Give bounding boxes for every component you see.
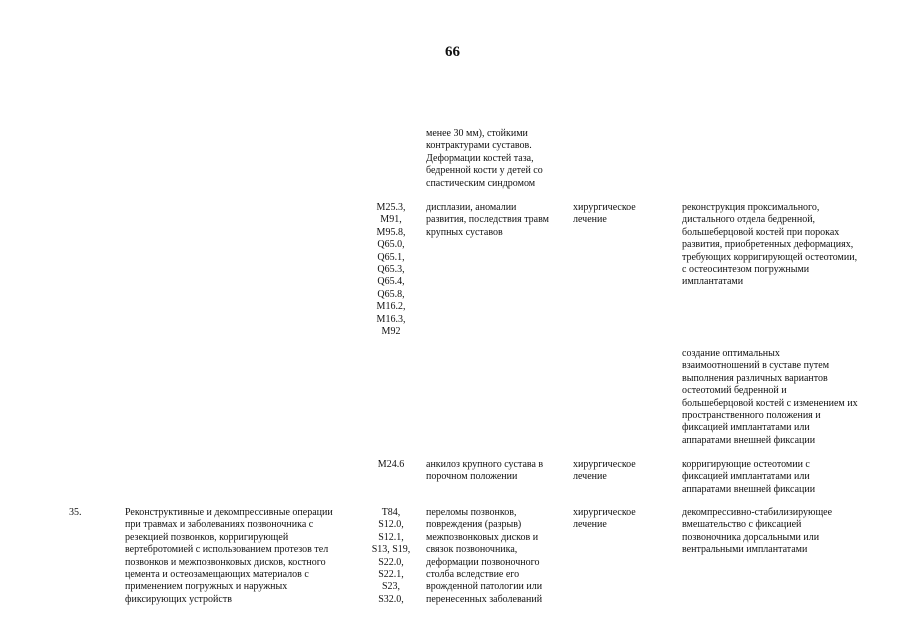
page-number: 66: [445, 44, 460, 60]
diagnosis-codes-dysplasia: M25.3, M91, M95.8, Q65.0, Q65.1, Q65.3, Q65.4, Q65.8, M16.2, M16.3, M92: [376, 202, 406, 338]
disease-spine: переломы позвонков, повреждения (разрыв) межпозвонковых дисков и связок позвоночника, деформации позвоночного столба вследствие его врожденной патологии или перенесенных заболеваний: [426, 507, 543, 605]
treatment-method-ankylosis: корригирующие остеотомии с фиксацией имплантатами или аппаратами внешней фиксации: [682, 459, 816, 495]
diagnosis-codes-spine: T84, S12.0, S12.1, S13, S19, S22.0, S22.1, S23, S32.0,: [371, 507, 411, 605]
row-number: 35.: [69, 507, 82, 518]
treatment-type-dysplasia: хирургическое лечение: [573, 202, 636, 226]
continued-disease-description: менее 30 мм), стойкими контрактурами суставов. Деформации костей таза, бедренной кости у детей со спастическим синдромом: [426, 128, 543, 189]
treatment-method-optimal-relations: создание оптимальных взаимоотношений в суставе путем выполнения различных вариантов остеотомий бедренной и большеберцовой костей с изменением их пространственного положения и фиксацией имплантатами или аппаратами внешней фиксации: [682, 348, 858, 446]
diagnosis-codes-ankylosis: M24.6: [377, 459, 405, 470]
treatment-method-spine: декомпрессивно-стабилизирующее вмешательство с фиксацией позвоночника дорсальными или вентральными имплантатами: [682, 507, 833, 556]
disease-dysplasia: дисплазии, аномалии развития, последствия травм крупных суставов: [426, 202, 549, 238]
treatment-method-reconstruction: реконструкция проксимального, дистального отдела бедренной, большеберцовой костей при пороках развития, приобретенных деформациях, требующих корригирующей остеотомии, с остеосинтезом погружными имплантатами: [682, 202, 858, 288]
treatment-type-spine: хирургическое лечение: [573, 507, 636, 531]
disease-ankylosis: анкилоз крупного сустава в порочном положении: [426, 459, 544, 483]
treatment-type-ankylosis: хирургическое лечение: [573, 459, 636, 483]
operation-group-name: Реконструктивные и декомпрессивные операции при травмах и заболеваниях позвоночника с резекцией позвонков, корригирующей вертебротомией с использованием протезов тел позвонков и межпозвонковых дисков, костного цемента и остеозамещающих материалов с применением погружных и наружных фиксирующих устройств: [125, 507, 333, 605]
